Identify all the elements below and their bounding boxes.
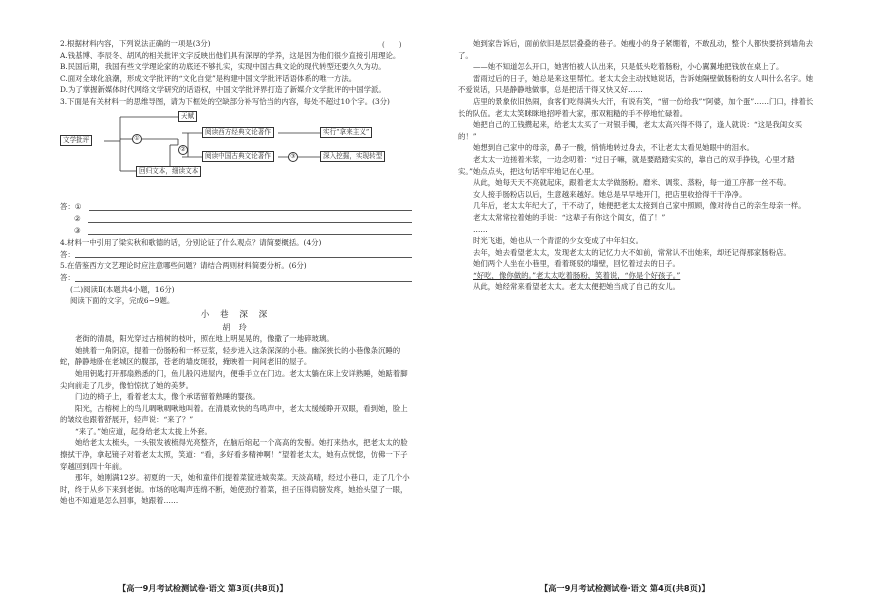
question-2-stem: 2.根据材料内容，下列说法正确的一项是(3分) <box>60 39 211 48</box>
answer-line-2[interactable] <box>88 213 412 223</box>
story-paragraph: 从此，她每天天不亮就起床，跟着老太太学做肠粉。磨米、调浆、蒸粉，每一道工序都一丝不苟。 <box>473 178 791 188</box>
story-paragraph: 那年，她刚满12岁。初夏的一天，她和童伴们提着菜筐进城卖菜。天淡高晴，经过小巷口，走了几个小时，终于从乡下来到老街。市场的吆喝声连绵不断，她使劲拧着菜，担子压得肩膀发疼，她抬头望了一眼，她也不知道是怎么回事，她跟着…… <box>60 473 410 506</box>
story-paragraph: 她用钥匙打开那扇熟悉的门，鱼儿般闪进屋内，便垂手立在门边。老太太躺在床上安详熟睡，她踮着脚尖向前走了几步，像怕惊扰了她的美梦。 <box>60 368 408 390</box>
mind-map-blank-2: ② <box>178 145 188 155</box>
answer-prefix: 答： <box>60 201 75 211</box>
story-author: 胡 玲 <box>222 322 250 332</box>
answer-prefix: 答： <box>60 249 75 259</box>
answer-label-3: ③ <box>74 225 81 235</box>
mind-map-root: 文学批评 <box>60 135 92 146</box>
story-paragraph: 去年，她去看望老太太，发现老太太的记忆力大不如前，常常认不出她来，却还记得那家肠粉店。 <box>473 247 791 257</box>
story-paragraph: 老街的清晨，阳光穿过古榕树的枝叶，照在地上明晃晃的，像撒了一地碎玻璃。 <box>75 334 334 344</box>
question-3-answer-3[interactable] <box>60 225 412 237</box>
story-paragraph: 老太太常常拉着她的手说：“这辈子有你这个闺女，值了！” <box>473 212 666 222</box>
mind-map-blank-3: ③ <box>288 152 298 162</box>
question-2-option-a: A.钱基博、李辰冬、胡风的相关批评文字反映出他们具有深厚的学养，这是因为他们很少直接引用理论。 <box>60 50 401 60</box>
story-paragraph: 时光飞逝，她也从一个青涩的少女变成了中年妇女。 <box>473 236 643 246</box>
question-3-answer-1[interactable] <box>60 201 412 213</box>
answer-line-3[interactable] <box>88 225 412 235</box>
story-paragraph: 店里的景象依旧热闹，食客们吃得满头大汗，有说有笑，“留一份给我”“阿婆，加个蛋”……门口，排着长长的队伍。老太太笑眯眯地招呼着大家，那双粗糙的手不停地忙碌着。 <box>458 96 814 118</box>
story-paragraph: 女人接手肠粉店以后，生意越来越好。她总是早早地开门，把店里收拾得干干净净。 <box>473 189 747 199</box>
story-paragraph: 她把自己的工钱攒起来，给老太太买了一对银手镯，老太太高兴得不得了，逢人就说：“这是我闺女买的！” <box>458 120 802 141</box>
story-paragraph: 她想到自己家中的母亲，鼻子一酸，悄悄地转过身去，不让老太太看见她眼中的泪水。 <box>473 143 754 153</box>
mind-map-western-node: 阅读西方经典文论著作 <box>202 127 274 138</box>
answer-line-1[interactable] <box>89 201 412 211</box>
section-instruction: 阅读下面的文字，完成6~9题。 <box>70 296 175 306</box>
story-title: 小 巷 深 深 <box>200 309 272 320</box>
story-paragraph: 门边的椅子上，看着老太太，像个承诺留着熟睡的婴孩。 <box>75 392 260 402</box>
story-paragraph: 阳光，古榕树上的鸟儿啁啾啁啾地叫着。在清晨欢快的鸟鸣声中，老太太缓缓睁开双眼，看到她，脸上的皱纹也跟着舒展开，轻声说：“来了？” <box>60 403 408 425</box>
mind-map-right-bottom-node: 深入挖掘，实现转型 <box>320 151 385 162</box>
question-3-answer-2[interactable] <box>60 213 412 225</box>
question-3-stem: 3.下面是有关材料一的思维导图，请为下框处的空缺部分补写恰当的内容，每处不超过10个字。(3分) <box>60 96 390 106</box>
story-paragraph: 从此，她经常来看望老太太。老太太便把她当成了自己的女儿。 <box>473 282 680 292</box>
answer-label-2: ② <box>74 213 81 223</box>
mind-map-bottom-node: 回归文本，细读文本 <box>136 166 201 177</box>
mind-map-right-top-node: 实行“拿来主义” <box>320 127 372 138</box>
question-2-option-b: B.民国后期，我国有些文学理论家的功底还不够扎实，实现中国古典文论的现代转型还要久久为功。 <box>60 62 386 72</box>
mind-map-diagram <box>60 111 412 199</box>
story-paragraph: 她挑着一角阴凉，提着一份肠粉和一杯豆浆，轻步进入这条深深的小巷。幽深狭长的小巷像条沉睡的蛇，静静地卧在老城区的腹部，苍老的墙皮斑驳，掩映着一间间老旧的屋子。 <box>60 345 401 367</box>
story-paragraph: 几年后，老太太年纪大了，干不动了，她便把老太太接到自己家中照顾，像对待自己的亲生母亲一样。 <box>473 201 806 211</box>
question-5-answer[interactable] <box>60 272 412 284</box>
answer-paren: ( ) <box>382 41 402 49</box>
page-footer-left: 【高一9月考试检测试卷·语文 第3页(共8页)】 <box>118 583 288 593</box>
mind-map-blank-1: ① <box>132 134 142 144</box>
story-paragraph: 她们两个人坐在小巷里，看着斑驳的墙壁，回忆着过去的日子。 <box>473 259 680 269</box>
story-paragraph: 她到家告诉后，面前依旧是层层叠叠的巷子。她瘦小的身子紧绷着，不敢乱动，整个人都快要挤到墙角去了。 <box>458 39 813 60</box>
answer-line[interactable] <box>75 248 412 258</box>
answer-label-1: ① <box>74 201 82 211</box>
mind-map-top-node: 天赋 <box>178 111 197 122</box>
left-page <box>60 38 412 507</box>
section-break: …… <box>473 224 488 234</box>
mind-map-chinese-node: 阅读中国古典文论著作 <box>202 151 274 162</box>
answer-line[interactable] <box>75 272 412 282</box>
story-paragraph: “来了。”她应道，起身给老太太拢上外套。 <box>75 426 212 436</box>
section-heading: (二)阅读Ⅱ(本题共4小题，16分) <box>70 284 175 294</box>
story-paragraph-underlined: “好吃，像你做的。”老太太吃着肠粉，笑着说，“你是个好孩子。” <box>473 270 681 280</box>
question-2-option-d: D.为了掌握新媒体时代网络文学研究的话语权，中国文学批评界打造了新媒介文学批评的中国学派。 <box>60 85 386 95</box>
question-5-stem: 5.在借鉴西方文艺理论时应注意哪些问题？请结合两则材料简要分析。(6分) <box>60 261 307 271</box>
question-4-answer[interactable] <box>60 248 412 260</box>
story-paragraph: 她给老太太梳头，一头银发被梳得光亮整齐，在脑后绾起一个高高的发髻。她打来热水，把老太太的脸擦拭干净，拿起镜子对着老太太照，笑道：“看，多好看多精神啊！”望着老太太，她有点恍惚，仿佛一下子穿越回到四十年前。 <box>60 438 408 471</box>
question-4-stem: 4.材料一中引用了梁实秋和歌德的话，分别论证了什么观点？请简要概括。(4分) <box>60 237 322 247</box>
page-footer-right: 【高一9月考试检测试卷·语文 第4页(共8页)】 <box>540 583 710 593</box>
right-page <box>458 38 814 293</box>
story-paragraph: 老太太一边搓着米浆，一边念叨着：“过日子嘛，就是要踏踏实实的，靠自己的双手挣钱，心里才踏实。”她点点头，把这句话牢牢地记在心里。 <box>458 154 795 176</box>
story-paragraph: ——她不知道怎么开口，她害怕被人认出来，只是低头吃着肠粉，小心翼翼地把钱放在桌上了。 <box>473 62 784 72</box>
answer-prefix: 答： <box>60 273 75 283</box>
story-paragraph: 雷雨过后的日子，她总是来这里帮忙。老太太会主动找她说话，告诉她隔壁做肠粉的女人叫什么名字。她不爱说话，只是静静地做事，总是把活干得又快又好…… <box>458 73 813 95</box>
question-2-option-c: C.面对全球化浪潮，形成文学批评的“文化自觉”是构建中国文学批评话语体系的唯一方法。 <box>60 73 357 83</box>
